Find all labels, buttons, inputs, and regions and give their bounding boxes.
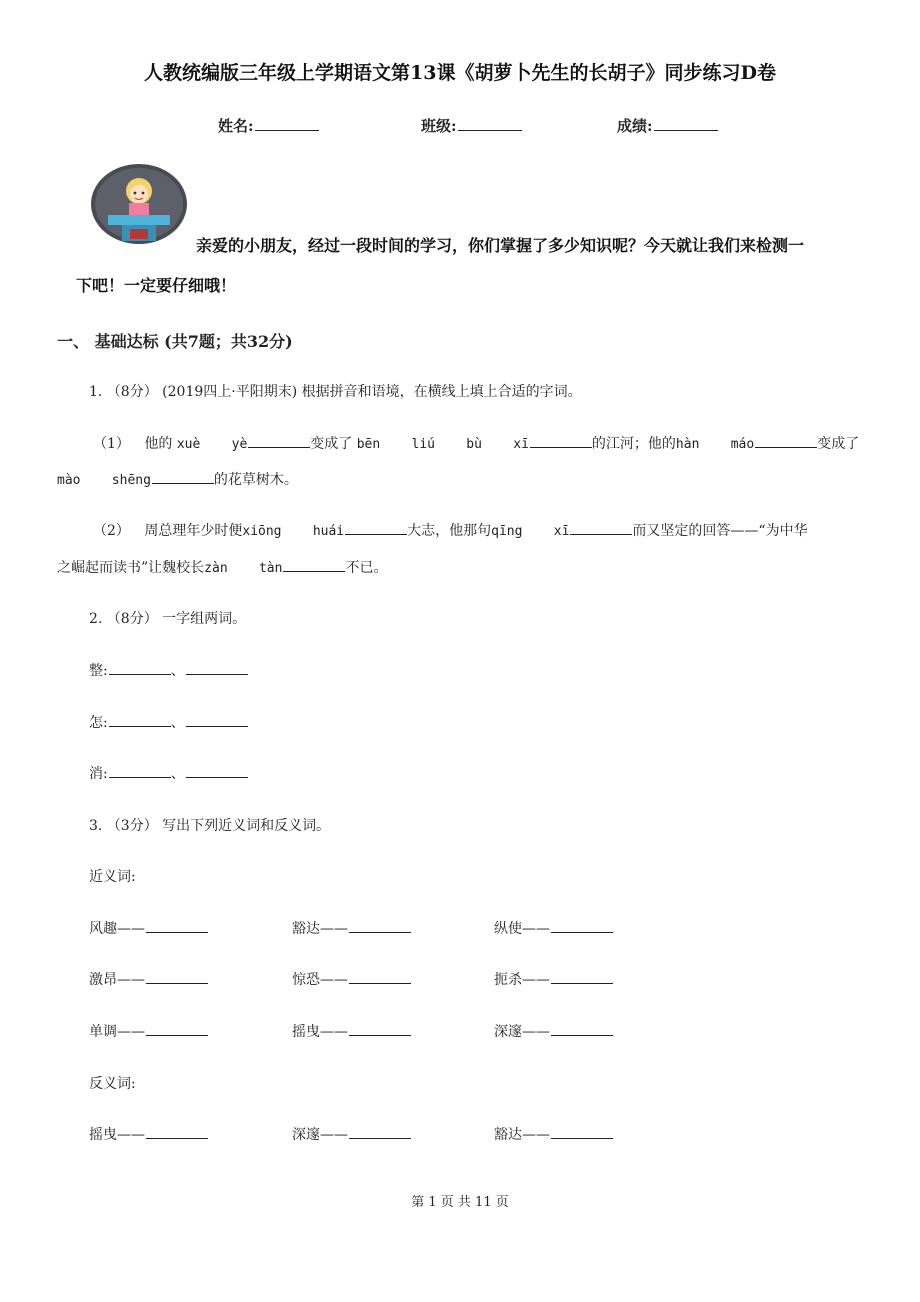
page-footer: 第 1 页 共 11 页 bbox=[411, 1195, 509, 1210]
word-pair bbox=[89, 918, 208, 938]
word: 纵使—— bbox=[494, 921, 550, 937]
text: 周总理年少时便 bbox=[144, 523, 243, 539]
char: 整: bbox=[89, 663, 108, 679]
answer-blank[interactable] bbox=[349, 1034, 411, 1036]
score-field bbox=[617, 115, 718, 136]
word: 豁达—— bbox=[494, 1127, 550, 1143]
class-label: 班级: bbox=[421, 117, 457, 135]
intro-line-1: 亲爱的小朋友，经过一段时间的学习，你们掌握了多少知识呢？今天就让我们来检测一 bbox=[196, 236, 805, 255]
answer-blank[interactable] bbox=[146, 982, 208, 984]
char: 消: bbox=[89, 766, 108, 782]
word-pair bbox=[494, 969, 613, 989]
word: 摇曳—— bbox=[292, 1024, 348, 1040]
intro-line-2: 下吧！一定要仔细哦！ bbox=[76, 276, 237, 295]
text: 大志，他那句 bbox=[407, 523, 492, 539]
answer-blank[interactable] bbox=[146, 1034, 208, 1036]
page-title: 人教统编版三年级上学期语文第13课《胡萝卜先生的长胡子》同步练习D卷 bbox=[144, 62, 776, 84]
word-pair bbox=[89, 1021, 208, 1041]
separator: 、 bbox=[170, 766, 185, 782]
word-pair bbox=[494, 918, 613, 938]
question-2-item bbox=[89, 712, 248, 732]
word-pair bbox=[292, 918, 411, 938]
word: 惊恐—— bbox=[292, 972, 348, 988]
word: 摇曳—— bbox=[89, 1127, 145, 1143]
answer-blank[interactable] bbox=[146, 1137, 208, 1139]
answer-blank[interactable] bbox=[186, 725, 248, 727]
separator: 、 bbox=[170, 663, 185, 679]
text: 而又坚定的回答——“为中华 bbox=[632, 523, 808, 539]
word: 深邃—— bbox=[494, 1024, 550, 1040]
question-3-stem: 3. （3分） 写出下列近义词和反义词。 bbox=[89, 818, 331, 834]
section-heading: 一、 基础达标 (共7题；共32分) bbox=[57, 332, 293, 351]
word-pair bbox=[494, 1021, 613, 1041]
answer-blank[interactable] bbox=[109, 725, 171, 727]
question-2-item bbox=[89, 763, 248, 783]
word-pair bbox=[292, 1124, 411, 1144]
sub-number: （1） bbox=[93, 436, 130, 452]
word-pair bbox=[292, 969, 411, 989]
text: 不已。 bbox=[345, 560, 388, 576]
word: 激昂—— bbox=[89, 972, 145, 988]
answer-blank[interactable] bbox=[283, 570, 345, 572]
antonym-label: 反义词: bbox=[89, 1076, 136, 1092]
question-2-item bbox=[89, 660, 248, 680]
pinyin: mào shēng bbox=[57, 473, 151, 488]
answer-blank[interactable] bbox=[109, 673, 171, 675]
word: 单调—— bbox=[89, 1024, 145, 1040]
pinyin: zàn tàn bbox=[204, 561, 283, 576]
question-1-sub1-line1 bbox=[93, 433, 859, 453]
answer-blank[interactable] bbox=[186, 776, 248, 778]
word: 风趣—— bbox=[89, 921, 145, 937]
question-1-sub1-line2 bbox=[57, 469, 298, 489]
word-pair bbox=[494, 1124, 613, 1144]
answer-blank[interactable] bbox=[551, 1034, 613, 1036]
answer-blank[interactable] bbox=[109, 776, 171, 778]
pinyin: xiōng huái bbox=[242, 524, 345, 539]
answer-blank[interactable] bbox=[152, 482, 214, 484]
question-1-sub2-line2 bbox=[57, 557, 387, 577]
question-1-sub2-line1 bbox=[93, 520, 808, 540]
answer-blank[interactable] bbox=[551, 931, 613, 933]
score-blank[interactable] bbox=[654, 129, 718, 131]
text: 之崛起而读书”让魏校长 bbox=[57, 560, 205, 576]
answer-blank[interactable] bbox=[530, 446, 592, 448]
word: 扼杀—— bbox=[494, 972, 550, 988]
word-pair bbox=[89, 1124, 208, 1144]
answer-blank[interactable] bbox=[248, 446, 310, 448]
answer-blank[interactable] bbox=[551, 982, 613, 984]
answer-blank[interactable] bbox=[186, 673, 248, 675]
word-pair bbox=[89, 969, 208, 989]
separator: 、 bbox=[170, 715, 185, 731]
pinyin: hàn máo bbox=[675, 437, 755, 452]
text: 变成了 bbox=[817, 436, 860, 452]
answer-blank[interactable] bbox=[551, 1137, 613, 1139]
pinyin: qīng xī bbox=[491, 524, 570, 539]
word: 深邃—— bbox=[292, 1127, 348, 1143]
name-field bbox=[218, 115, 319, 136]
score-label: 成绩: bbox=[617, 117, 653, 135]
answer-blank[interactable] bbox=[345, 533, 407, 535]
answer-blank[interactable] bbox=[570, 533, 632, 535]
class-blank[interactable] bbox=[458, 129, 522, 131]
text: 的花草树木。 bbox=[213, 472, 298, 488]
answer-blank[interactable] bbox=[146, 931, 208, 933]
question-1-stem: 1. （8分） (2019四上·平阳期末) 根据拼音和语境，在横线上填上合适的字词。 bbox=[89, 384, 582, 400]
pinyin: xuè yè bbox=[176, 437, 248, 452]
answer-blank[interactable] bbox=[349, 982, 411, 984]
synonym-label: 近义词: bbox=[89, 869, 136, 885]
word-pair bbox=[292, 1021, 411, 1041]
text: 的江河；他的 bbox=[591, 436, 676, 452]
name-blank[interactable] bbox=[255, 129, 319, 131]
word: 豁达—— bbox=[292, 921, 348, 937]
student-illustration bbox=[90, 163, 188, 245]
sub-number: （2） bbox=[93, 523, 130, 539]
pinyin: bēn liú bù xī bbox=[356, 437, 529, 452]
answer-blank[interactable] bbox=[349, 931, 411, 933]
question-2-stem: 2. （8分） 一字组两词。 bbox=[89, 611, 247, 627]
name-label: 姓名: bbox=[218, 117, 254, 135]
char: 怎: bbox=[89, 715, 108, 731]
answer-blank[interactable] bbox=[755, 446, 817, 448]
text: 变成了 bbox=[310, 436, 353, 452]
class-field bbox=[421, 115, 522, 136]
text: 他的 bbox=[144, 436, 173, 452]
answer-blank[interactable] bbox=[349, 1137, 411, 1139]
